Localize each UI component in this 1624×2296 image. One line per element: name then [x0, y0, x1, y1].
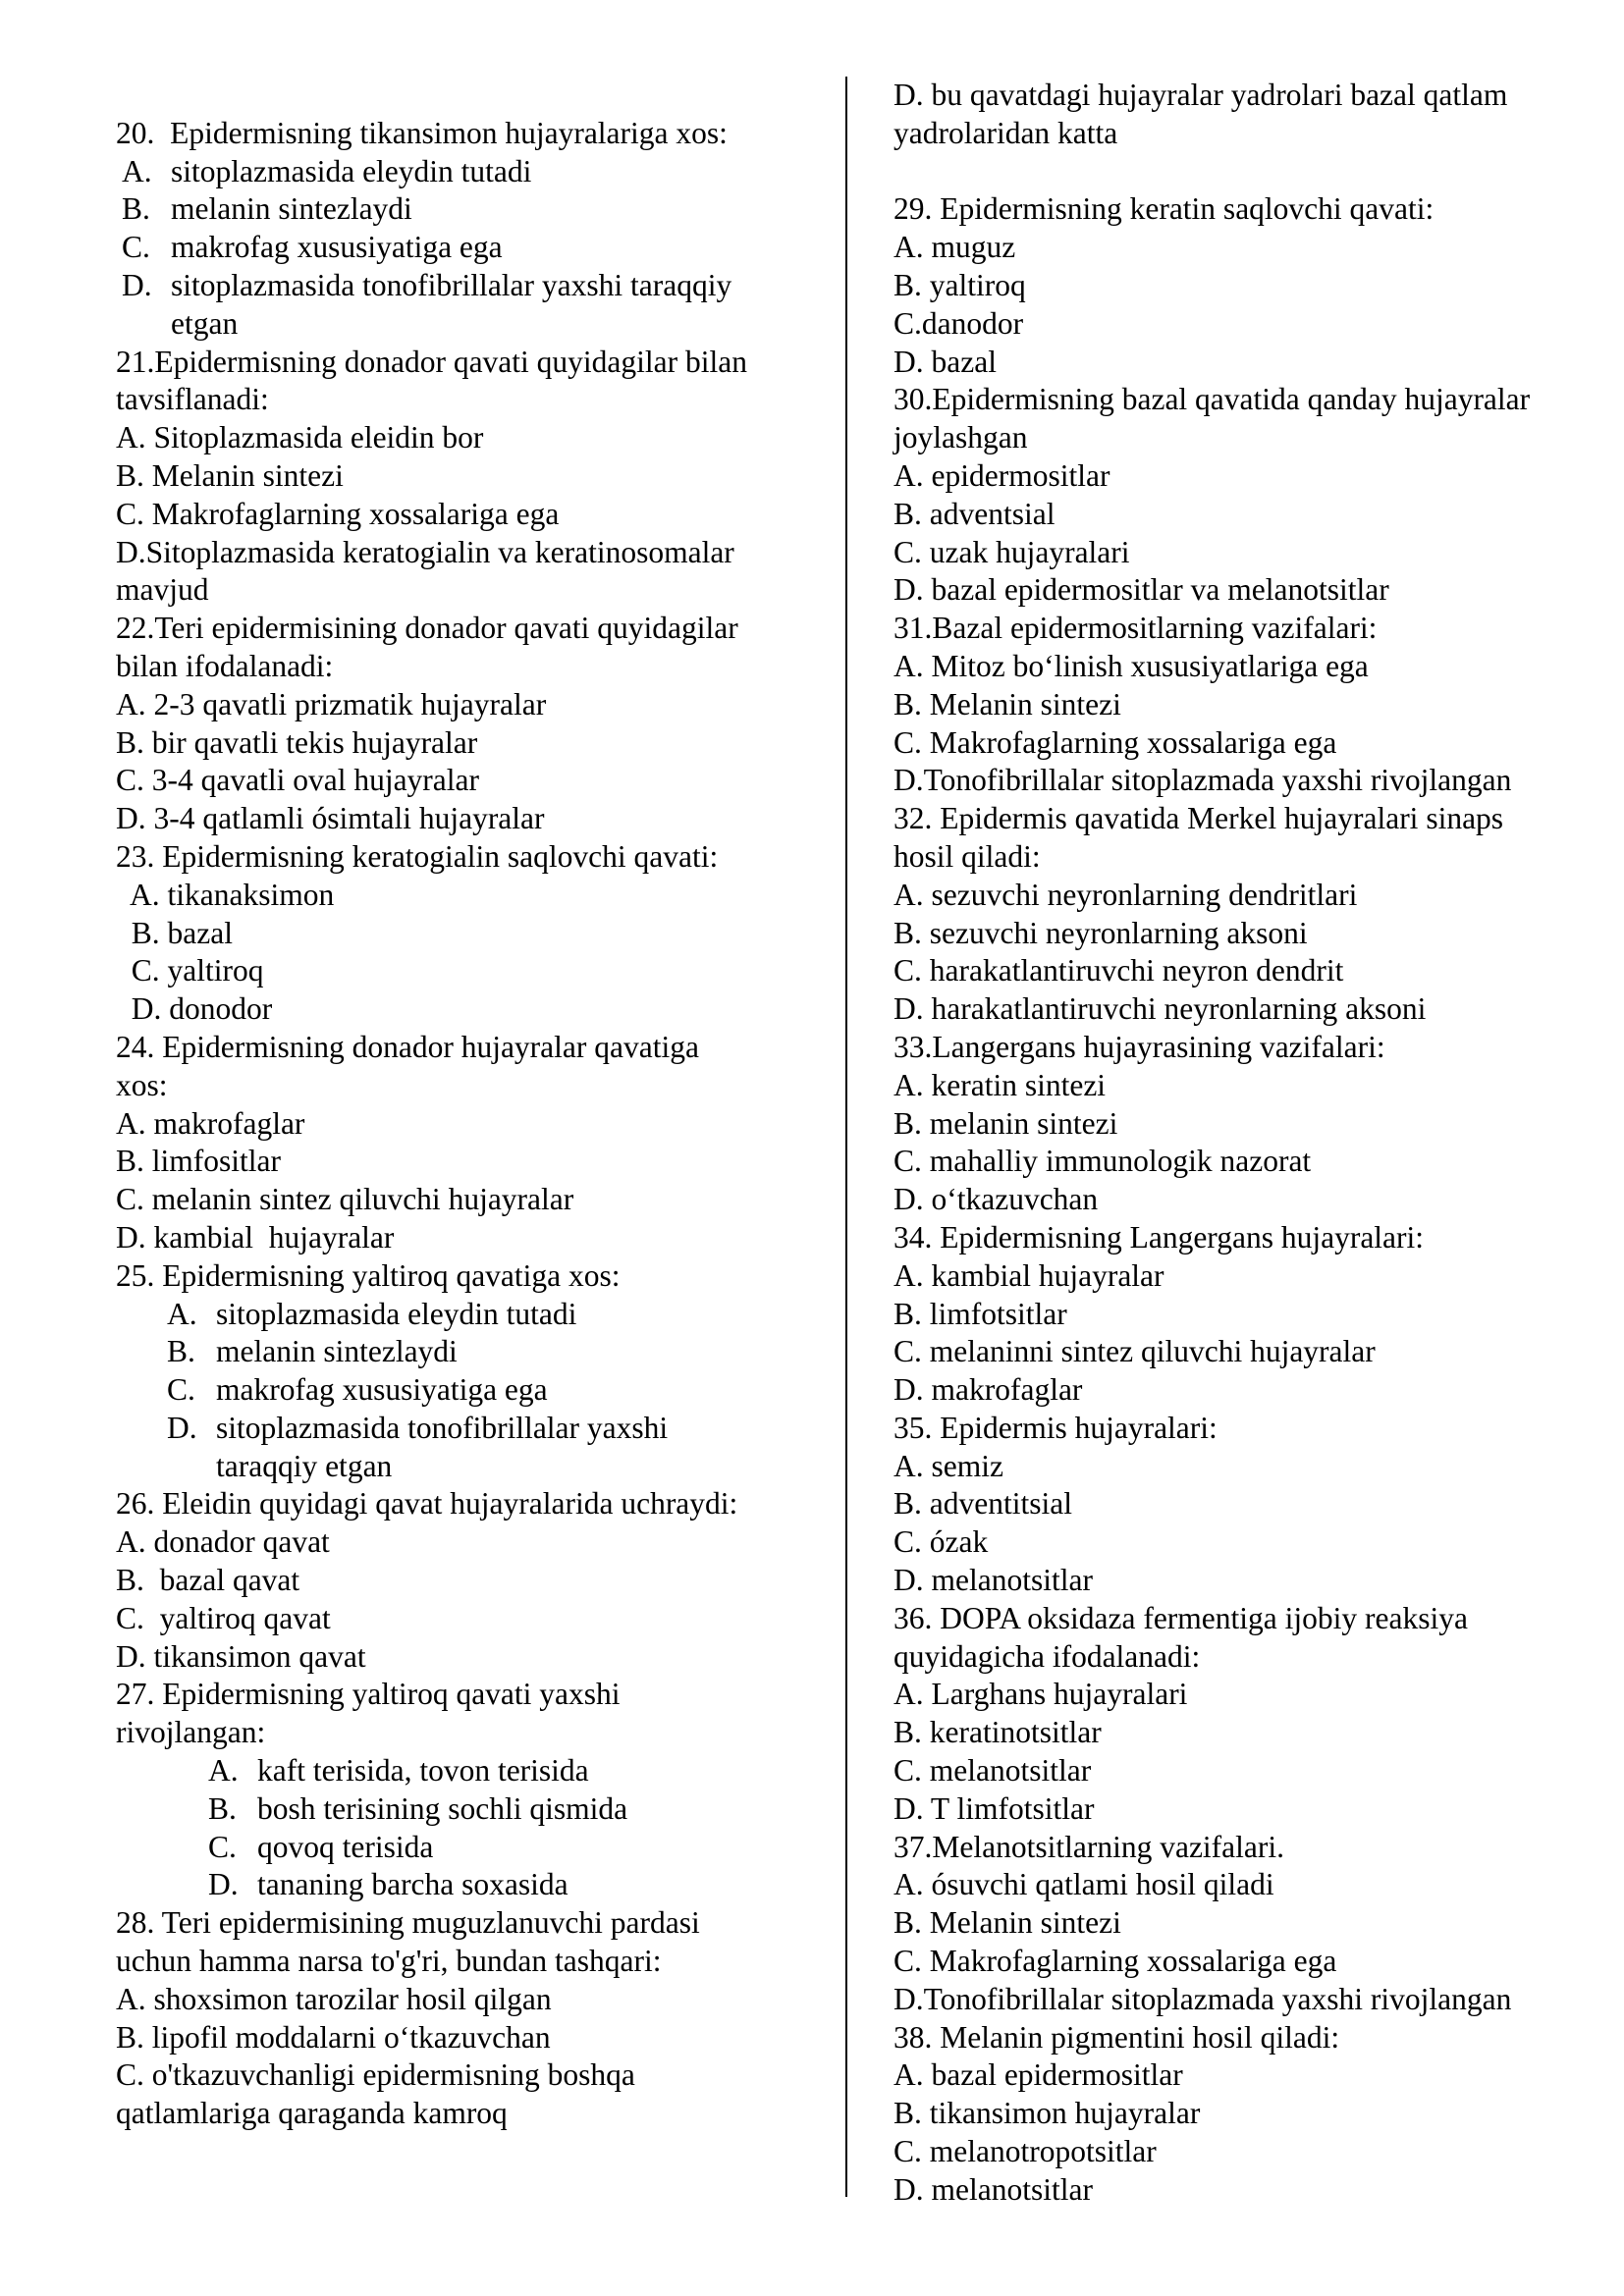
text-line: B. limfositlar [116, 1144, 281, 1179]
answer-option [116, 1410, 803, 1448]
option-letter: A. [167, 1296, 197, 1331]
column-divider [845, 77, 847, 2197]
option-text: makrofag xususiyatiga ega [171, 230, 503, 265]
answer-option [116, 1829, 803, 1867]
text-line: B. sezuvchi neyronlarning aksoni [893, 915, 1308, 950]
answer-option [116, 305, 803, 344]
text-line: A. makrofaglar [116, 1105, 305, 1141]
option-letter: A. [208, 1753, 239, 1789]
option-text: qovoq terisida [257, 1829, 434, 1864]
option-text: kaft terisida, tovon terisida [257, 1753, 589, 1789]
text-line: C. melaninni sintez qiluvchi hujayralar [893, 1334, 1376, 1369]
text-line: D. T limfotsitlar [893, 1790, 1095, 1826]
option-letter: D. [167, 1410, 197, 1445]
text-line: D. harakatlantiruvchi neyronlarning aksoni [893, 991, 1427, 1027]
text-line: B. adventsial [893, 496, 1056, 531]
text-line: C. mahalliy immunologik nazorat [893, 1144, 1312, 1179]
option-letter: A. [122, 153, 152, 188]
answer-option [116, 267, 803, 305]
text-line: B. lipofil moddalarni o‘tkazuvchan [116, 2019, 551, 2055]
left-column [116, 77, 803, 2133]
option-text: sitoplazmasida eleydin tutadi [171, 153, 532, 188]
text-line: B. adventitsial [893, 1486, 1072, 1522]
text-line: A. shoxsimon tarozilar hosil qilgan [116, 1981, 552, 2016]
text-line: B. Melanin sintezi [893, 1905, 1121, 1941]
text-line: A. Sitoplazmasida eleidin bor [116, 420, 484, 455]
option-text: sitoplazmasida tonofibrillalar yaxshi taraqqiy [171, 267, 732, 302]
text-line: quyidagicha ifodalanadi: [893, 1638, 1201, 1674]
text-line: C. melanotropotsitlar [893, 2134, 1157, 2169]
text-line: D. bazal epidermositlar va melanotsitlar [893, 572, 1389, 608]
text-line: 32. Epidermis qavatida Merkel hujayralari sinaps [893, 801, 1504, 836]
text-line: 24. Epidermisning donador hujayralar qavatiga [116, 1029, 699, 1064]
text-line: B. keratinotsitlar [893, 1715, 1102, 1750]
text-line: B. Melanin sintezi [116, 457, 344, 493]
answer-option [116, 1448, 803, 1486]
text-line: A. kambial hujayralar [893, 1257, 1164, 1293]
text-line: joylashgan [893, 420, 1028, 455]
blank-line [116, 77, 803, 115]
answer-option [116, 1866, 803, 1904]
text-line: C. uzak hujayralari [893, 534, 1130, 569]
text-line: D. kambial hujayralar [116, 1219, 395, 1255]
text-line: B. yaltiroq [893, 267, 1026, 302]
text-line: 33.Langergans hujayrasining vazifalari: [893, 1029, 1385, 1064]
blank-line [893, 153, 1591, 191]
answer-option [116, 1752, 803, 1790]
text-line: A. Mitoz bo‘linish xususiyatlariga ega [893, 648, 1369, 683]
option-letter: C. [122, 230, 150, 265]
text-line: hosil qiladi: [893, 838, 1041, 874]
option-letter: D. [122, 267, 152, 302]
text-line: qatlamlariga qaraganda kamroq [116, 2096, 508, 2131]
text-line: D. makrofaglar [893, 1372, 1083, 1408]
text-line: B. limfotsitlar [893, 1296, 1067, 1331]
text-line: D.Sitoplazmasida keratogialin va keratinosomalar [116, 534, 734, 569]
text-line: 35. Epidermis hujayralari: [893, 1410, 1218, 1445]
text-line: C. Makrofaglarning xossalariga ega [893, 1944, 1337, 1979]
text-line: C. Makrofaglarning xossalariga ega [893, 724, 1337, 760]
text-line: 29. Epidermisning keratin saqlovchi qavati: [893, 191, 1435, 227]
text-line: B. melanin sintezi [893, 1105, 1118, 1141]
text-line: A. muguz [893, 230, 1016, 265]
answer-option [116, 1371, 803, 1410]
text-line: C. Makrofaglarning xossalariga ega [116, 496, 560, 531]
text-line: A. ósuvchi qatlami hosil qiladi [893, 1867, 1274, 1902]
answer-option [116, 190, 803, 229]
text-line: uchun hamma narsa to'g'ri, bundan tashqari: [116, 1944, 662, 1979]
text-line: D. tikansimon qavat [116, 1638, 366, 1674]
text-line: D. 3-4 qatlamli ósimtali hujayralar [116, 801, 545, 836]
text-line: A. epidermositlar [893, 457, 1110, 493]
option-text: sitoplazmasida tonofibrillalar yaxshi [216, 1410, 669, 1445]
text-line: C. yaltiroq [116, 953, 264, 988]
text-line: 36. DOPA oksidaza fermentiga ijobiy reaksiya [893, 1600, 1468, 1635]
text-line: B. bazal qavat [116, 1563, 300, 1598]
text-line: B. bir qavatli tekis hujayralar [116, 724, 478, 760]
text-line: D.Tonofibrillalar sitoplazmada yaxshi rivojlangan [893, 1981, 1512, 2016]
text-line: D. melanotsitlar [893, 2171, 1093, 2207]
text-line: D. bu qavatdagi hujayralar yadrolari bazal qatlam [893, 78, 1508, 112]
option-text: melanin sintezlaydi [216, 1334, 458, 1369]
text-line: xos: [116, 1067, 168, 1102]
text-line: C. melanin sintez qiluvchi hujayralar [116, 1182, 574, 1217]
option-text: sitoplazmasida eleydin tutadi [216, 1296, 577, 1331]
answer-option [116, 1296, 803, 1334]
answer-option [116, 153, 803, 191]
option-letter: B. [122, 191, 150, 227]
option-text: makrofag xususiyatiga ega [216, 1372, 548, 1408]
text-line: 22.Teri epidermisining donador qavati quyidagilar [116, 611, 738, 646]
text-line: D.Tonofibrillalar sitoplazmada yaxshi rivojlangan [893, 763, 1512, 798]
text-line: 34. Epidermisning Langergans hujayralari: [893, 1219, 1425, 1255]
option-text: tananing barcha soxasida [257, 1867, 568, 1902]
text-line: 20. Epidermisning tikansimon hujayralariga xos: [116, 115, 728, 150]
option-letter [167, 1448, 216, 1486]
text-line: 31.Bazal epidermositlarning vazifalari: [893, 611, 1378, 646]
text-line: yadrolaridan katta [893, 115, 1118, 150]
text-line: 37.Melanotsitlarning vazifalari. [893, 1829, 1284, 1864]
text-line: A. sezuvchi neyronlarning dendritlari [893, 877, 1358, 912]
text-line: C.danodor [893, 305, 1024, 341]
text-line: C. ózak [893, 1524, 989, 1560]
answer-option [116, 1790, 803, 1829]
text-line: B. bazal [116, 915, 233, 950]
text-line: A. keratin sintezi [893, 1067, 1107, 1102]
option-text: melanin sintezlaydi [171, 191, 412, 227]
text-line: 25. Epidermisning yaltiroq qavatiga xos: [116, 1257, 621, 1293]
option-text: etgan [171, 305, 239, 341]
text-line: A. Larghans hujayralari [893, 1677, 1188, 1712]
text-line: D. melanotsitlar [893, 1563, 1093, 1598]
answer-option [116, 229, 803, 267]
text-line: 38. Melanin pigmentini hosil qiladi: [893, 2019, 1340, 2055]
text-line: 27. Epidermisning yaltiroq qavati yaxshi [116, 1677, 621, 1712]
text-line: C. yaltiroq qavat [116, 1600, 331, 1635]
text-line: A. semiz [893, 1448, 1003, 1483]
text-line: 23. Epidermisning keratogialin saqlovchi qavati: [116, 838, 719, 874]
option-letter: C. [208, 1829, 237, 1864]
right-column [893, 77, 1591, 2210]
text-line: mavjud [116, 572, 209, 608]
text-line: D. donodor [116, 991, 273, 1027]
answer-option [116, 1333, 803, 1371]
text-line: 26. Eleidin quyidagi qavat hujayralarida uchraydi: [116, 1486, 738, 1522]
option-letter: C. [167, 1372, 195, 1408]
text-line: 28. Teri epidermisining muguzlanuvchi pardasi [116, 1905, 700, 1941]
text-line: A. bazal epidermositlar [893, 2057, 1183, 2093]
option-text: taraqqiy etgan [216, 1448, 393, 1483]
option-letter: B. [208, 1790, 237, 1826]
text-line: C. melanotsitlar [893, 1753, 1092, 1789]
text-line: D. bazal [893, 344, 997, 379]
text-line: A. donador qavat [116, 1524, 330, 1560]
option-letter: B. [167, 1334, 195, 1369]
text-line: rivojlangan: [116, 1715, 266, 1750]
text-line: B. Melanin sintezi [893, 686, 1121, 721]
text-line: A. tikanaksimon [116, 877, 335, 912]
text-line: B. tikansimon hujayralar [893, 2096, 1201, 2131]
text-line: tavsiflanadi: [116, 382, 269, 417]
option-text: bosh terisining sochli qismida [257, 1790, 628, 1826]
text-line: C. 3-4 qavatli oval hujayralar [116, 763, 480, 798]
option-letter: D. [208, 1867, 239, 1902]
text-line: A. 2-3 qavatli prizmatik hujayralar [116, 686, 547, 721]
text-line: C. o'tkazuvchanligi epidermisning boshqa [116, 2057, 635, 2093]
text-line: C. harakatlantiruvchi neyron dendrit [893, 953, 1344, 988]
text-line: D. o‘tkazuvchan [893, 1182, 1099, 1217]
text-line: 21.Epidermisning donador qavati quyidagilar bilan [116, 344, 747, 379]
option-letter [122, 305, 171, 344]
text-line: bilan ifodalanadi: [116, 648, 334, 683]
text-line: 30.Epidermisning bazal qavatida qanday hujayralar [893, 382, 1531, 417]
